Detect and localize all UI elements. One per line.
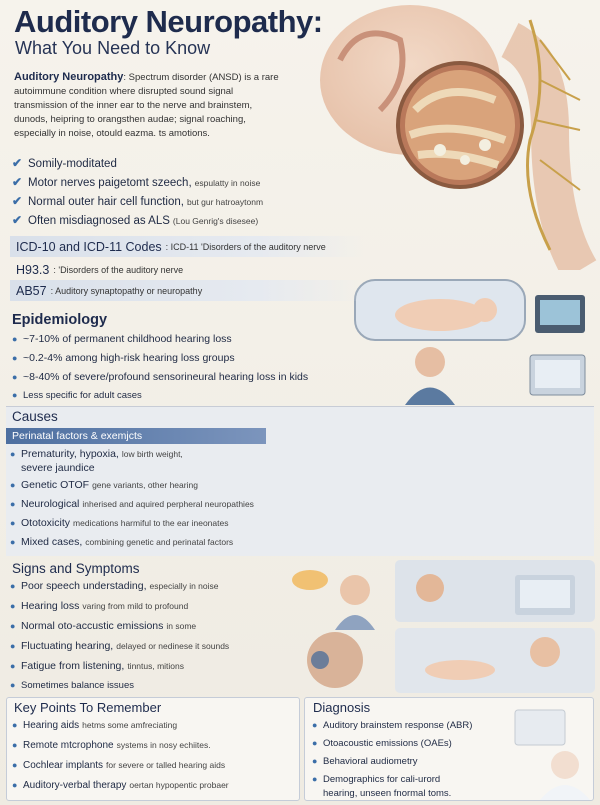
causes-list bbox=[10, 448, 265, 555]
bullet-icon: ● bbox=[10, 499, 16, 509]
list-item: ● Prematurity, hypoxia, low birth weight, bbox=[10, 448, 183, 460]
bullet-icon: ● bbox=[12, 720, 18, 730]
bullet-icon: ● bbox=[312, 720, 318, 730]
list-item: ● ~0.2-4% among high-risk hearing loss groups bbox=[12, 352, 235, 364]
icd-ab57-row: AB57 : Auditory synaptopathy or neuropathy bbox=[10, 280, 365, 301]
epidemiology-heading: Epidemiology bbox=[12, 312, 108, 328]
list-item: ● Remote mtcrophone systems in nosy echiites. bbox=[12, 740, 211, 751]
icd-h93-row: H93.3 : 'Disorders of the auditory nerve bbox=[16, 262, 184, 277]
bullet-icon: ● bbox=[312, 774, 318, 784]
list-item: ● Otoacoustic emissions (OAEs) bbox=[312, 738, 452, 749]
checkmark-icon: ✔ bbox=[12, 175, 23, 189]
list-item: ● Neurological inherised and aquired perpheral neuropathies bbox=[10, 498, 254, 510]
list-item: ● Genetic OTOF gene variants, other hearing bbox=[10, 479, 198, 491]
diagnosis-heading: Diagnosis bbox=[313, 700, 371, 715]
feature-item: ✔ Motor nerves paigetomt szeech, espulatty in noise bbox=[12, 175, 261, 189]
key-features-list bbox=[12, 156, 362, 232]
bullet-icon: ● bbox=[10, 581, 16, 591]
list-item: ● Poor speech understading, especially in noise bbox=[10, 580, 219, 592]
clinician-illustration bbox=[380, 340, 595, 405]
list-item: ● Auditory-verbal therapy oertan hypopentic probaer bbox=[12, 780, 229, 791]
bullet-icon: ● bbox=[10, 449, 16, 459]
bullet-icon: ● bbox=[10, 680, 16, 690]
bullet-icon: ● bbox=[12, 334, 18, 344]
key-points-heading: Key Points To Remember bbox=[14, 700, 162, 715]
list-item: ● ~8-40% of severe/profound sensorineural hearing loss in kids bbox=[12, 371, 309, 383]
bullet-icon: ● bbox=[10, 641, 16, 651]
signs-illustrations bbox=[280, 560, 595, 695]
bullet-icon: ● bbox=[10, 537, 16, 547]
page-subtitle: What You Need to Know bbox=[15, 38, 211, 58]
list-item: ● ~7-10% of permanent childhood hearing loss bbox=[12, 333, 232, 345]
list-item: ● Ototoxicity medications harmiful to the ear ineonates bbox=[10, 517, 229, 529]
bullet-icon: ● bbox=[312, 738, 318, 748]
bullet-icon: ● bbox=[10, 601, 16, 611]
epidemiology-list bbox=[12, 333, 382, 409]
causes-heading: Causes bbox=[12, 409, 58, 424]
list-item: ● Hearing aids hetms some amfreciating bbox=[12, 720, 178, 731]
bullet-icon: ● bbox=[10, 480, 16, 490]
list-item: ● Fatigue from listening, tinntus, mitions bbox=[10, 660, 185, 672]
bullet-icon: ● bbox=[12, 372, 18, 382]
perinatal-band: Perinatal factors & exemjcts bbox=[6, 428, 266, 444]
icd-codes-row: ICD-10 and ICD-11 Codes : ICD-11 'Disorders of the auditory nerve bbox=[10, 236, 365, 257]
list-item: ● Fluctuating hearing, delayed or nedinese it sounds bbox=[10, 640, 230, 652]
list-item: ● Cochlear implants for severe or talled hearing aids bbox=[12, 760, 226, 771]
key-points-list bbox=[12, 720, 297, 800]
bullet-icon: ● bbox=[10, 621, 16, 631]
bullet-icon: ● bbox=[10, 661, 16, 671]
intro-term: Auditory Neuropathy bbox=[14, 71, 124, 83]
checkmark-icon: ✔ bbox=[12, 194, 23, 208]
bullet-icon: ● bbox=[12, 740, 18, 750]
list-item: ● Normal oto-accustic emissions in some bbox=[10, 620, 197, 632]
bullet-icon: ● bbox=[12, 760, 18, 770]
intro-paragraph bbox=[14, 70, 284, 141]
diagnosis-list bbox=[312, 720, 517, 802]
list-item: ● Less specific for adult cases bbox=[12, 390, 142, 401]
checkmark-icon: ✔ bbox=[12, 156, 23, 170]
list-item: ● Hearing loss varing from mild to profound bbox=[10, 600, 189, 612]
bullet-icon: ● bbox=[10, 518, 16, 528]
bullet-icon: ● bbox=[312, 756, 318, 766]
feature-item: ✔ Normal outer hair cell function, but gur hatroaytonm bbox=[12, 194, 264, 208]
page-title: Auditory Neuropathy: bbox=[14, 4, 323, 39]
list-item: ● Mixed cases, combining genetic and perinatal factors bbox=[10, 536, 234, 548]
bullet-icon: ● bbox=[12, 353, 18, 363]
list-item-continued: severe jaundice bbox=[21, 462, 95, 474]
list-item: ● Behavioral audiometry bbox=[312, 756, 418, 767]
list-item: ● Sometimes balance issues bbox=[10, 680, 134, 691]
list-item: ● Auditory brainstem response (ABR) bbox=[312, 720, 473, 731]
feature-item: ✔ Often misdiagnosed as ALS (Lou Genrig's disesee) bbox=[12, 213, 259, 227]
bullet-icon: ● bbox=[12, 780, 18, 790]
signs-list bbox=[10, 580, 285, 700]
signs-heading: Signs and Symptoms bbox=[12, 561, 140, 576]
checkmark-icon: ✔ bbox=[12, 213, 23, 227]
intro-text: : Spectrum disorder (ANSD) is a rare autoimmune condition where disrupted sound signal transmission of the inner ear to the nerve and brainstem, dunods, heipring to orangsthen audae; signal roaching, especially in noise, otould eazma. ts amotions. bbox=[14, 72, 279, 139]
feature-item: ✔ Somily-moditated bbox=[12, 156, 117, 170]
bullet-icon: ● bbox=[12, 390, 18, 400]
list-item-continued: hearing, unseen fnormal toms. bbox=[323, 788, 452, 799]
list-item: ● Demographics for cali-urord bbox=[312, 774, 441, 785]
